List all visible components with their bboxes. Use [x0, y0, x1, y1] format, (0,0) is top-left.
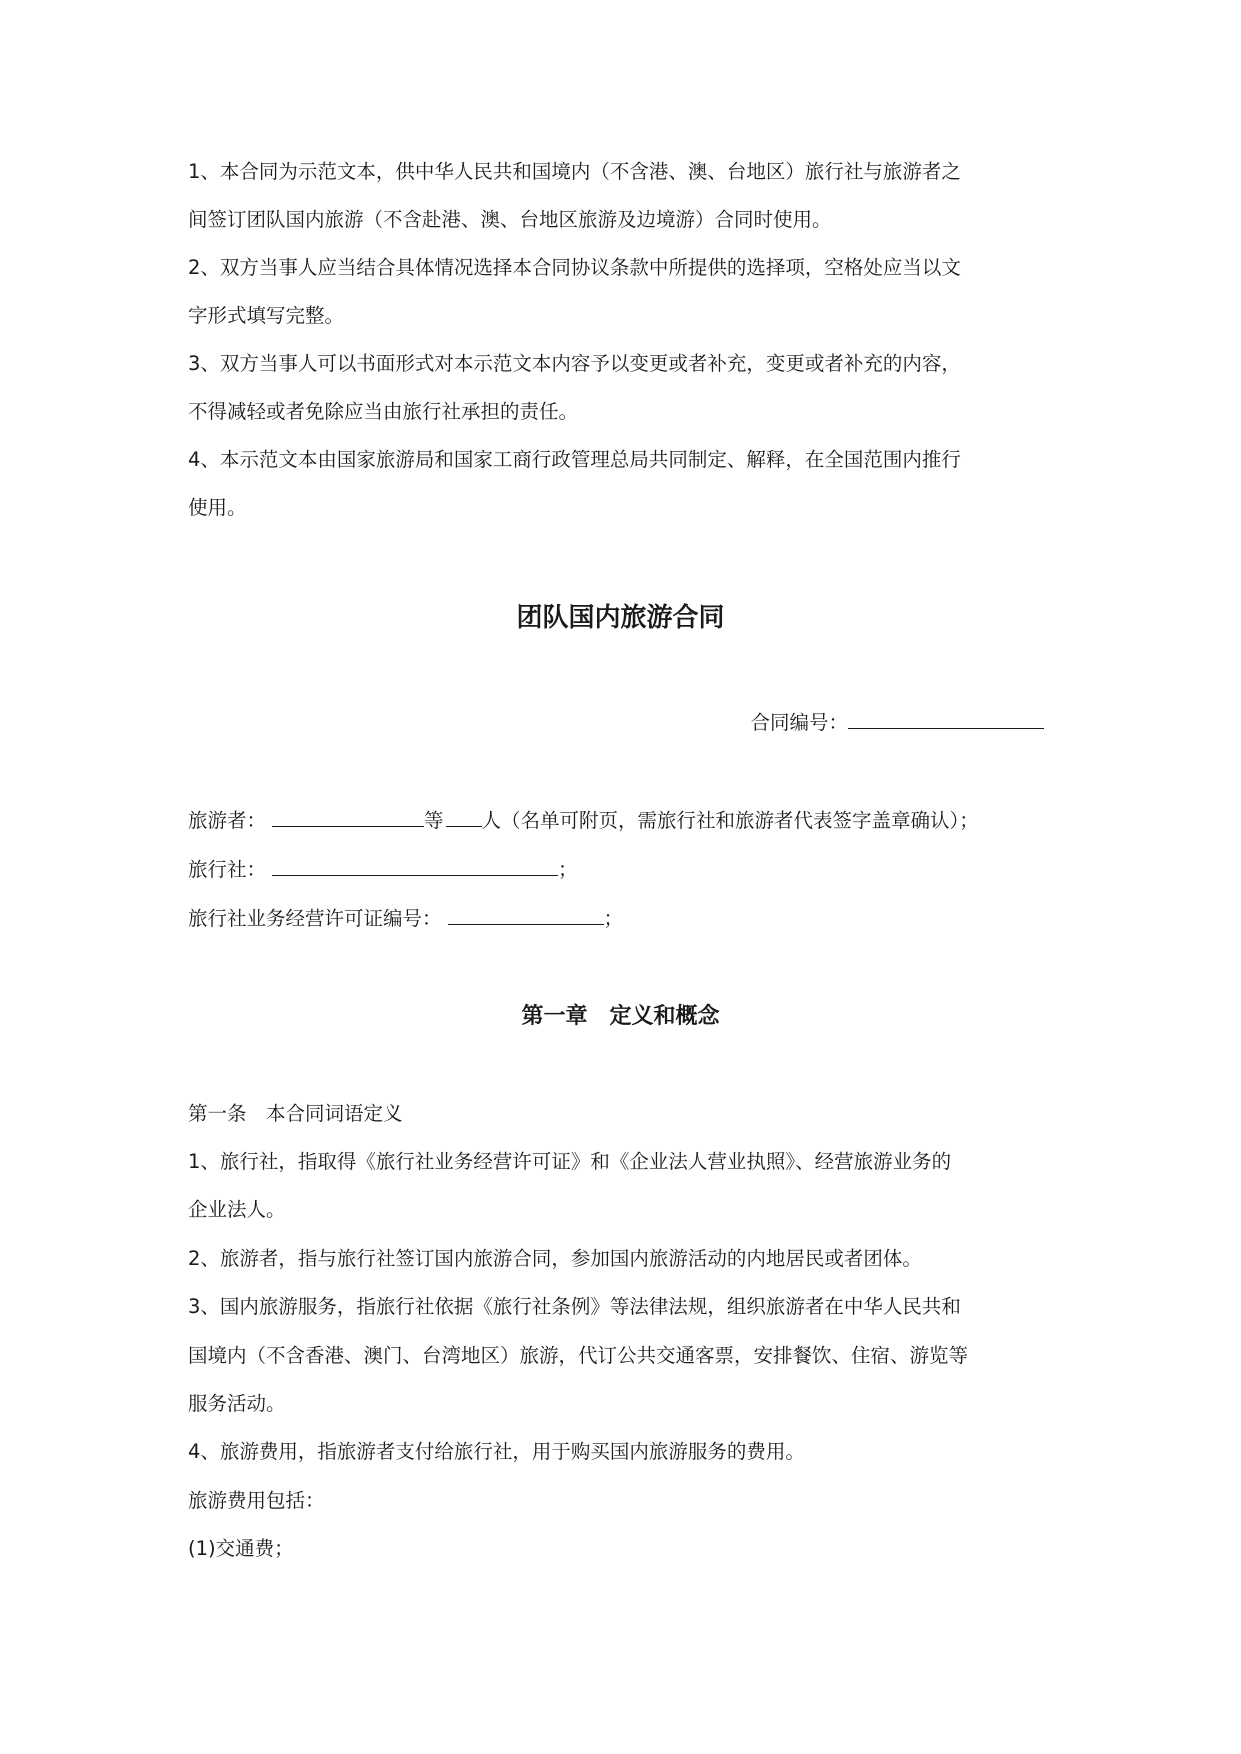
definition-line-1: 1、旅行社，指取得《旅行社业务经营许可证》和《企业法人营业执照》、经营旅游业务的 — [188, 1150, 952, 1173]
tourist-suffix-text: 人（名单可附页，需旅行社和旅游者代表签字盖章确认）； — [481, 809, 979, 832]
agency-name-field[interactable] — [272, 855, 558, 876]
tourist-count-field[interactable] — [446, 806, 482, 827]
tourist-row — [188, 806, 979, 835]
note-line-4: 字形式填写完整。 — [188, 304, 345, 327]
agency-label: 旅行社： — [188, 858, 267, 881]
license-label: 旅行社业务经营许可证编号： — [188, 907, 442, 930]
definition-line-2: 企业法人。 — [188, 1198, 286, 1221]
note-line-1: 1、本合同为示范文本，供中华人民共和国境内（不含港、澳、台地区）旅行社与旅游者之 — [188, 160, 961, 183]
license-row — [188, 904, 623, 933]
agency-row — [188, 855, 578, 884]
definition-line-3: 2、旅游者，指与旅行社签订国内旅游合同，参加国内旅游活动的内地居民或者团体。 — [188, 1247, 922, 1270]
note-line-6: 不得减轻或者免除应当由旅行社承担的责任。 — [188, 400, 579, 423]
contract-number-field[interactable] — [848, 708, 1044, 729]
note-line-8: 使用。 — [188, 496, 247, 519]
definition-line-4: 3、国内旅游服务，指旅行社依据《旅行社条例》等法律法规，组织旅游者在中华人民共和 — [188, 1295, 961, 1318]
definition-line-9: (1)交通费； — [188, 1537, 294, 1560]
definition-line-6: 服务活动。 — [188, 1392, 286, 1415]
definition-line-8: 旅游费用包括： — [188, 1489, 325, 1512]
contract-number-row — [750, 708, 1044, 737]
chapter-heading: 第一章 定义和概念 — [521, 1004, 720, 1029]
note-line-7: 4、本示范文本由国家旅游局和国家工商行政管理总局共同制定、解释，在全国范围内推行 — [188, 448, 961, 471]
document-title: 团队国内旅游合同 — [516, 603, 725, 633]
contract-number-label: 合同编号： — [750, 711, 848, 734]
note-line-5: 3、双方当事人可以书面形式对本示范文本内容予以变更或者补充，变更或者补充的内容， — [188, 352, 961, 375]
definition-line-5: 国境内（不含香港、澳门、台湾地区）旅游，代订公共交通客票，安排餐饮、住宿、游览等 — [188, 1344, 969, 1367]
tourist-name-field[interactable] — [272, 806, 424, 827]
tourist-mid-text: 等 — [424, 809, 444, 832]
note-line-3: 2、双方当事人应当结合具体情况选择本合同协议条款中所提供的选择项，空格处应当以文 — [188, 256, 961, 279]
tourist-label: 旅游者： — [188, 809, 267, 832]
definition-line-7: 4、旅游费用，指旅游者支付给旅行社，用于购买国内旅游服务的费用。 — [188, 1440, 805, 1463]
agency-suffix: ； — [558, 858, 578, 881]
note-line-2: 间签订团队国内旅游（不含赴港、澳、台地区旅游及边境游）合同时使用。 — [188, 208, 832, 231]
license-number-field[interactable] — [448, 904, 604, 925]
license-suffix: ； — [603, 907, 624, 930]
article-heading: 第一条 本合同词语定义 — [188, 1102, 403, 1125]
